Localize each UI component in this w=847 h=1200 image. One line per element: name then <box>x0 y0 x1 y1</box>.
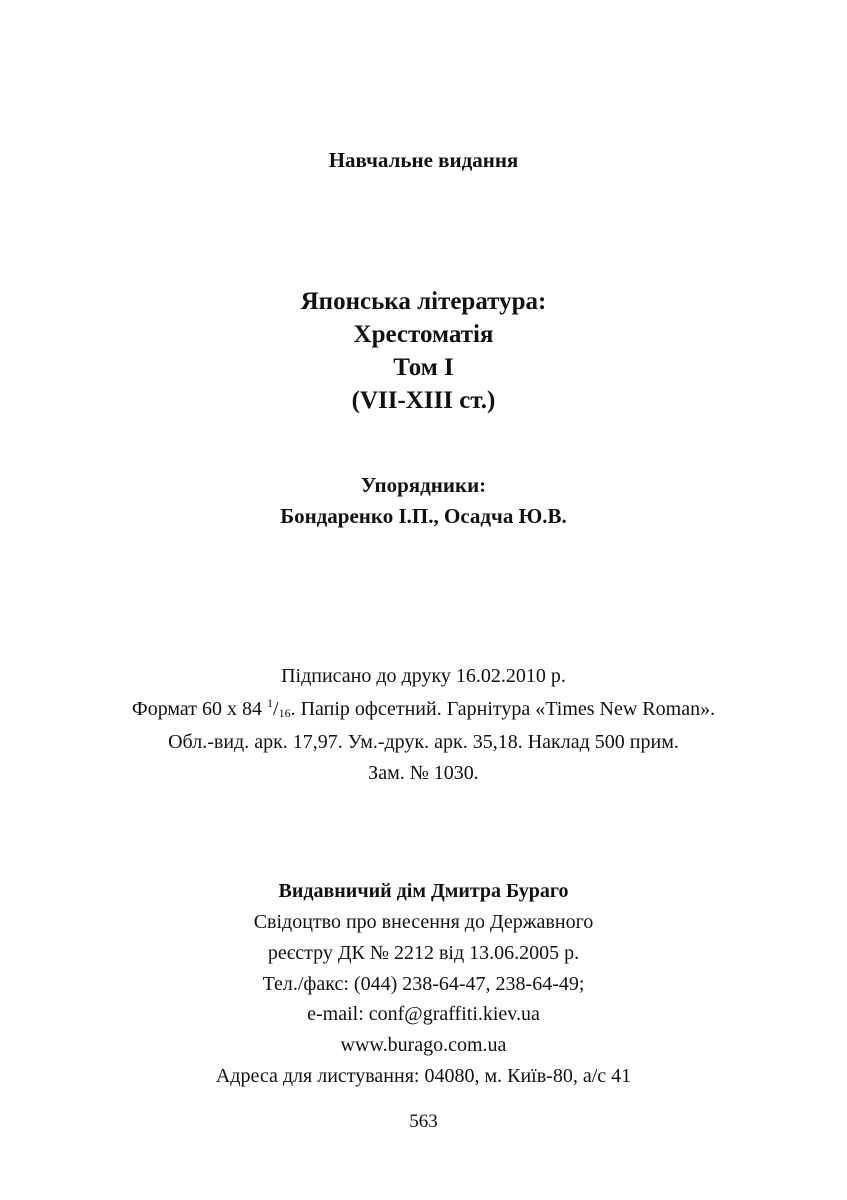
imprint-format-prefix: Формат 60 х 84 <box>131 698 268 720</box>
compilers-label: Упорядники: <box>360 473 487 497</box>
format-fraction-numerator: 1 <box>267 696 274 710</box>
publisher-name: Видавничий дім Дмитра Бураго <box>278 880 569 902</box>
book-period: (VII-XIII ст.) <box>351 387 496 414</box>
imprint-format-suffix: . Папір офсетний. Гарнітура «Times New Roman». <box>290 698 716 720</box>
imprint-signed-date: Підписано до друку 16.02.2010 р. <box>281 665 566 687</box>
publisher-certificate-line1: Свідоцтво про внесення до Державного <box>253 911 594 933</box>
imprint-format <box>0 698 847 721</box>
format-fraction-denominator: 16 <box>278 706 291 720</box>
imprint-order-number: Зам. № 1030. <box>368 762 479 784</box>
publisher-certificate-line2: реєстру ДК № 2212 від 13.06.2005 р. <box>267 942 580 964</box>
format-fraction-slash: / <box>273 698 279 720</box>
book-volume: Том I <box>393 354 454 381</box>
publisher-website: www.burago.com.ua <box>340 1034 507 1056</box>
publisher-address: Адреса для листування: 04080, м. Київ-80, а/с 41 <box>215 1065 632 1087</box>
book-title: Японська література: <box>300 288 547 315</box>
page-number: 563 <box>409 1111 438 1132</box>
publisher-email: e-mail: conf@graffiti.kiev.ua <box>307 1003 540 1025</box>
publisher-phone: Тел./факс: (044) 238-64-47, 238-64-49; <box>262 973 585 995</box>
edition-type: Навчальне видання <box>328 148 519 172</box>
compilers-names: Бондаренко І.П., Осадча Ю.В. <box>280 504 567 528</box>
book-subtitle: Хрестоматія <box>353 321 494 348</box>
imprint-sheets: Обл.-вид. арк. 17,97. Ум.-друк. арк. 35,18. Наклад 500 прим. <box>168 731 679 753</box>
